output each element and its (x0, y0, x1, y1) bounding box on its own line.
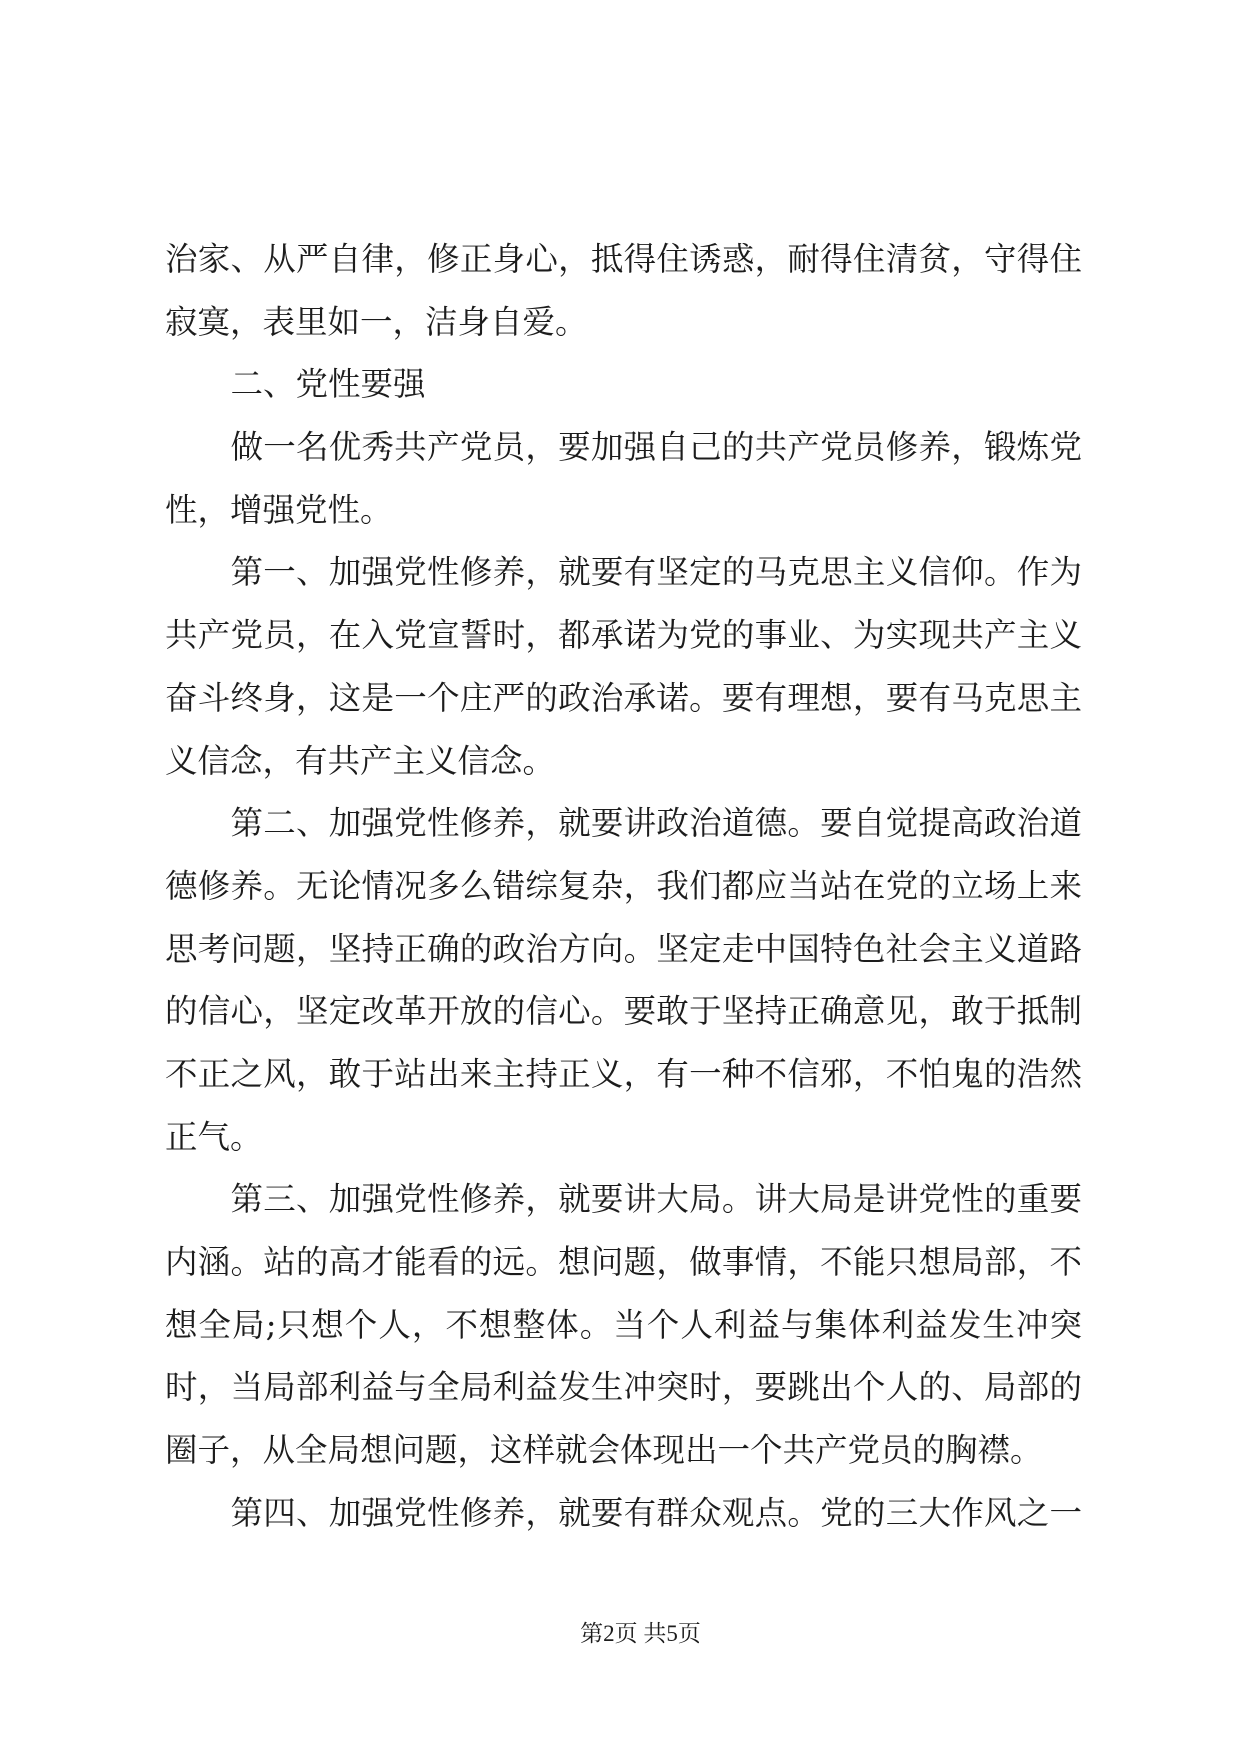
heading-line: 二、党性要强 (230, 365, 426, 404)
text-line: 性，增强党性。 (165, 490, 393, 529)
text-line: 内涵。站的高才能看的远。想问题，做事情，不能只想局部，不 (165, 1243, 1082, 1281)
body-text (165, 228, 1082, 1544)
text-line: 第一、加强党性修养，就要有坚定的马克思主义信仰。作为 (230, 553, 1082, 592)
text-line: 第二、加强党性修养，就要讲政治道德。要自觉提高政治道 (230, 804, 1082, 843)
text-line: 共产党员，在入党宣誓时，都承诺为党的事业、为实现共产主义 (165, 616, 1082, 655)
text-line: 义信念，有共产主义信念。 (165, 741, 556, 780)
text-line: 做一名优秀共产党员，要加强自己的共产党员修养，锻炼党 (230, 428, 1082, 467)
section-heading (165, 353, 1082, 416)
paragraph-continuation (165, 228, 1082, 353)
page-footer: 第2页 共5页 (580, 1621, 701, 1646)
paragraph (165, 416, 1082, 541)
text-line: 圈子，从全局想问题，这样就会体现出一个共产党员的胸襟。 (165, 1431, 1043, 1470)
text-line: 寂寞，表里如一，洁身自爱。 (165, 302, 588, 341)
text-line: 第四、加强党性修养，就要有群众观点。党的三大作风之一 (230, 1493, 1082, 1532)
paragraph (165, 1168, 1082, 1481)
text-line: 的信心，坚定改革开放的信心。要敢于坚持正确意见，敢于抵制 (165, 992, 1082, 1031)
paragraph (165, 1482, 1082, 1545)
text-line: 时，当局部利益与全局利益发生冲突时，要跳出个人的、局部的 (165, 1368, 1082, 1407)
text-line: 不正之风，敢于站出来主持正义，有一种不信邪，不怕鬼的浩然 (165, 1054, 1082, 1093)
paragraph (165, 792, 1082, 1168)
text-line: 正气。 (165, 1117, 263, 1156)
text-line: 治家、从严自律，修正身心，抵得住诱惑，耐得住清贫，守得住 (165, 240, 1082, 278)
text-line: 思考问题，坚持正确的政治方向。坚定走中国特色社会主义道路 (165, 929, 1082, 968)
text-line: 第三、加强党性修养，就要讲大局。讲大局是讲党性的重要 (230, 1180, 1082, 1219)
paragraph (165, 541, 1082, 792)
text-line: 德修养。无论情况多么错综复杂，我们都应当站在党的立场上来 (165, 866, 1082, 905)
text-line: 想全局;只想个人，不想整体。当个人利益与集体利益发生冲突 (165, 1305, 1082, 1344)
text-line: 奋斗终身，这是一个庄严的政治承诺。要有理想，要有马克思主 (165, 678, 1082, 717)
